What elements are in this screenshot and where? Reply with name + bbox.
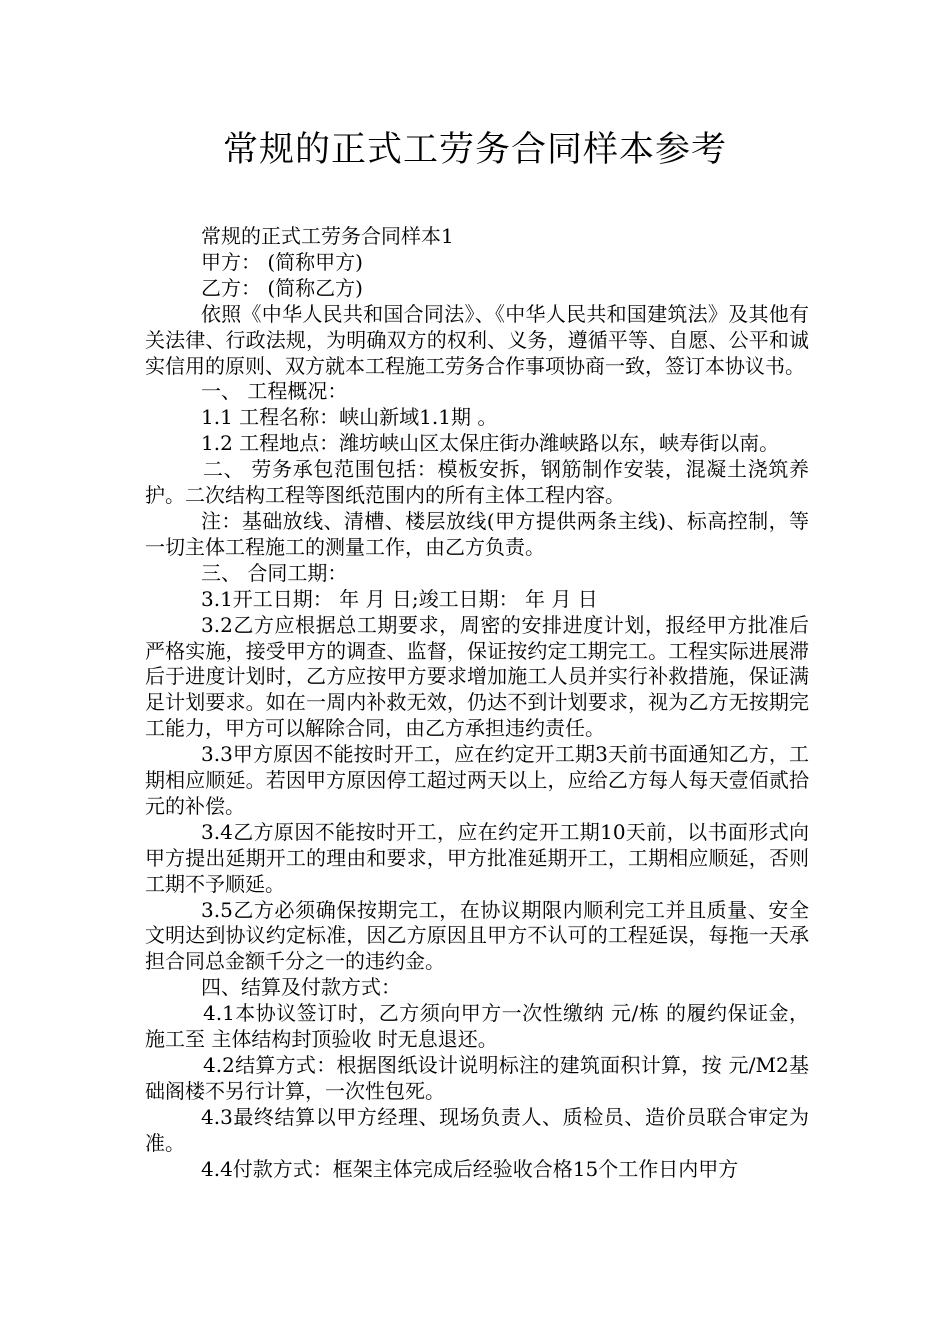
clause-3-2: 3.2乙方应根据总工期要求，周密的安排进度计划，报经甲方批准后严格实施，接受甲方的调查、监督，保证按约定工期完工。工程实际进展滞后于进度计划时，乙方应按甲方要求增加施工人员并实行补救措施，保证满足计划要求。如在一周内补救无效，仍达不到计划要求，视为乙方无按期完工能力，甲方可以解除合同，由乙方承担违约责任。 xyxy=(145,612,809,741)
clause-3-5: 3.5乙方必须确保按期完工，在协议期限内顺利完工并且质量、安全文明达到协议约定标准，因乙方原因且甲方不认可的工程延误，每拖一天承担合同总金额千分之一的违约金。 xyxy=(145,897,809,974)
clause-4-2: 4.2结算方式：根据图纸设计说明标注的建筑面积计算，按 元/M2基础阁楼不另行计算，一次性包死。 xyxy=(145,1053,809,1103)
document-title: 常规的正式工劳务合同样本参考 xyxy=(222,130,727,170)
clause-4-4: 4.4付款方式：框架主体完成后经验收合格15个工作日内甲方 xyxy=(201,1156,739,1181)
clause-4-3: 4.3最终结算以甲方经理、现场负责人、质检员、造价员联合审定为准。 xyxy=(145,1104,809,1155)
clause-3-4: 3.4乙方原因不能按时开工，应在约定开工期10天前，以书面形式向甲方提出延期开工的理由和要求，甲方批准延期开工，工期相应顺延，否则工期不予顺延。 xyxy=(145,819,809,896)
section-heading-1: 一、 工程概况： xyxy=(201,379,348,404)
clause-1-2: 1.2 工程地点：潍坊峡山区太保庄街办潍峡路以东，峡寿街以南。 xyxy=(201,431,780,456)
clause-3-1: 3.1开工日期： 年 月 日;竣工日期： 年 月 日 xyxy=(201,586,598,611)
preamble-paragraph: 依照《中华人民共和国合同法》、《中华人民共和国建筑法》及其他有关法律、行政法规，为明确双方的权利、义务，遵循平等、自愿、公平和诚实信用的原则、双方就本工程施工劳务合作事项协商一致，签订本协议书。 xyxy=(145,301,809,378)
section-heading-2: 二、 劳务承包范围包括：模板安拆，钢筋制作安装，混凝土浇筑养护。二次结构工程等图纸范围内的所有主体工程内容。 xyxy=(145,457,809,508)
party-b-line: 乙方： (简称乙方) xyxy=(201,275,363,300)
section-heading-4: 四、结算及付款方式： xyxy=(201,975,401,1000)
party-a-line: 甲方： (简称甲方) xyxy=(201,249,363,274)
contract-subtitle: 常规的正式工劳务合同样本1 xyxy=(201,224,454,248)
document-body xyxy=(145,224,809,1183)
clause-3-3: 3.3甲方原因不能按时开工，应在约定开工期3天前书面通知乙方，工期相应顺延。若因甲方原因停工超过两天以上，应给乙方每人每天壹佰贰拾元的补偿。 xyxy=(145,742,809,818)
clause-1-1: 1.1 工程名称：峡山新域1.1期 。 xyxy=(201,405,498,430)
section-heading-3: 三、 合同工期： xyxy=(201,560,348,585)
clause-4-1: 4.1本协议签订时，乙方须向甲方一次性缴纳 元/栋 的履约保证金，施工至 主体结构封顶验收 时无息退还。 xyxy=(145,1001,809,1052)
note-paragraph: 注：基础放线、清槽、楼层放线(甲方提供两条主线)、标高控制，等一切主体工程施工的测量工作，由乙方负责。 xyxy=(145,508,809,559)
